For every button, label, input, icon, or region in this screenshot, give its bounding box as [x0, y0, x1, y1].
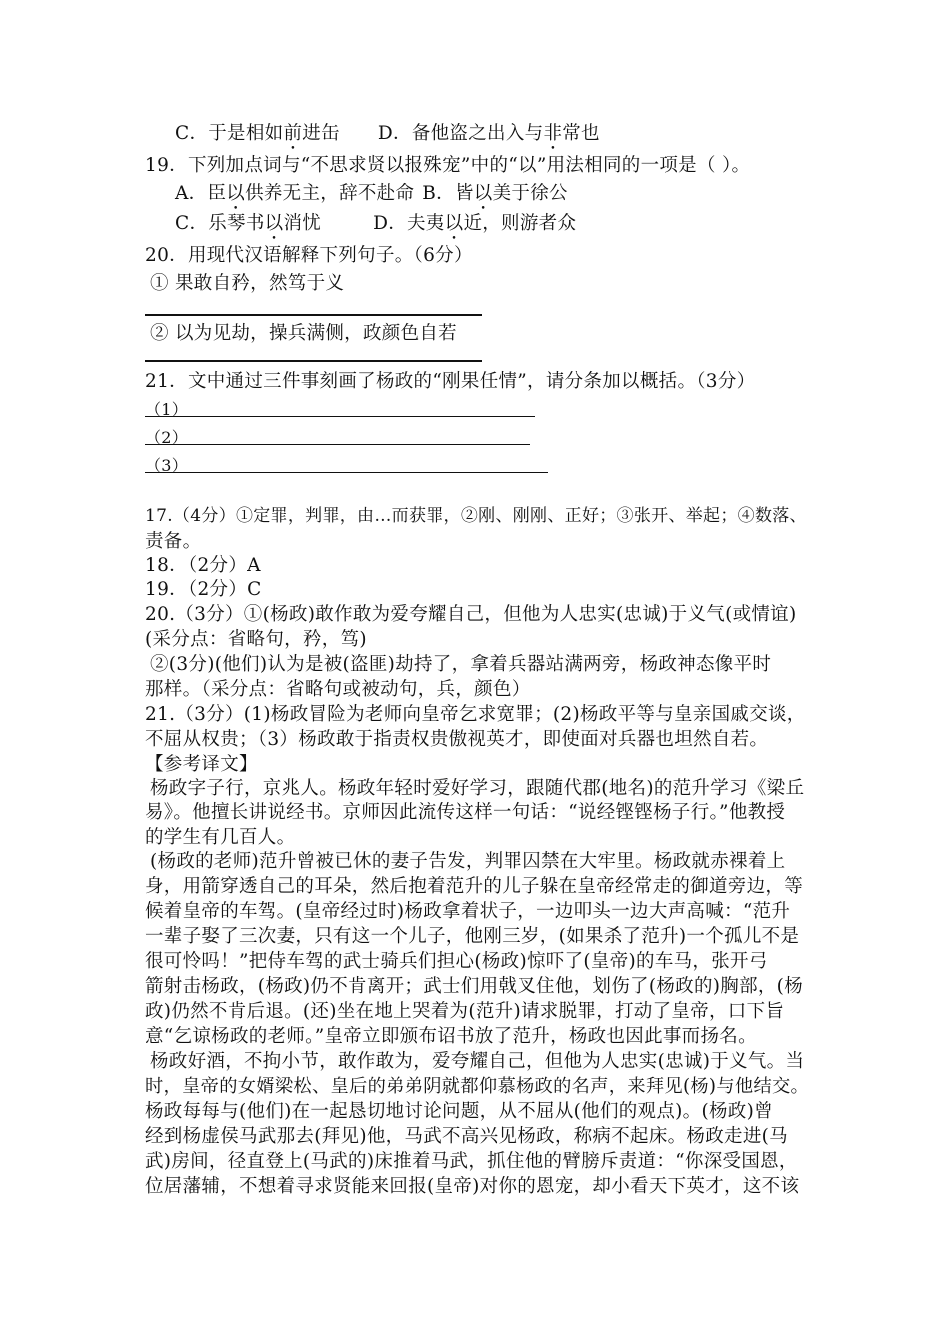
translation-line: 很可怜吗！”把侍车驾的武士骑兵们担心(杨政)惊吓了(皇帝)的车马，张开弓 — [145, 951, 768, 972]
answer-17-line-2: 责备。 — [145, 531, 202, 552]
q18-option-d: D．备他盗之出入与非常也 — [377, 123, 600, 144]
answer-20-line-4: 那样。（采分点：省略句或被动句，兵，颜色） — [145, 679, 531, 700]
q19-option-a: A．臣以供养无主，辞不赴命 — [175, 183, 415, 204]
q19-option-d: D．夫夷以近，则游者众 — [373, 213, 577, 234]
translation-line: 杨政好酒，不拘小节，敢作敢为，爱夸耀自己，但他为人忠实(忠诚)于义气。当 — [150, 1051, 805, 1072]
answer-18: 18．（2分）A — [145, 555, 261, 576]
translation-line: 杨政每每与(他们)在一起恳切地讨论问题，从不屈从(他们的观点)。(杨政)曾 — [145, 1101, 773, 1122]
translation-line: 候着皇帝的车驾。(皇帝经过时)杨政拿着状子，一边叩头一边大声高喊：“范升 — [145, 901, 791, 922]
translation-line: (杨政的老师)范升曾被已休的妻子告发，判罪囚禁在大牢里。杨政就赤裸着上 — [150, 851, 786, 872]
translation-line: 易》。他擅长讲说经书。京师因此流传这样一句话：“说经铿铿杨子行。”他教授 — [145, 802, 786, 823]
translation-line: 一辈子娶了三次妻，只有这一个儿子，他刚三岁，(如果杀了范升)一个孤儿不是 — [145, 926, 800, 947]
answer-20-line-3: ②(3分)(他们)认为是被(盗匪)劫持了，拿着兵器站满两旁，杨政神态像平时 — [150, 654, 772, 675]
translation-line: 时，皇帝的女婿梁松、皇后的弟弟阴就都仰慕杨政的名声，来拜见(杨)与他结交。 — [145, 1076, 810, 1097]
q20-answer-line-1 — [145, 314, 482, 316]
answer-21-line-2: 不屈从权贵；（3）杨政敢于指责权贵傲视英才，即使面对兵器也坦然自若。 — [145, 729, 769, 750]
q20-sentence-1: ① 果敢自矜，然笃于义 — [150, 273, 345, 294]
q20-stem: 20．用现代汉语解释下列句子。（6分） — [145, 245, 473, 266]
translation-line: 身，用箭穿透自己的耳朵，然后抱着范升的儿子躲在皇帝经常走的御道旁边，等 — [145, 876, 804, 897]
translation-line: 位居藩辅，不想着寻求贤能来回报(皇帝)对你的恩宠，却小看天下英才，这不该 — [145, 1176, 800, 1197]
q21-blank-2-line — [145, 444, 530, 445]
q19-option-line-2 — [175, 212, 576, 244]
q19-option-c: C．乐琴书以消忧 — [175, 213, 322, 234]
q19-option-line-1 — [175, 182, 568, 214]
answer-19: 19．（2分）C — [145, 579, 262, 600]
answer-20-line-1: 20.（3分）①(杨政)敢作敢为爱夸耀自己，但他为人忠实(忠诚)于义气(或情谊) — [145, 604, 797, 625]
q21-blank-1-line — [145, 416, 535, 417]
q19-option-b: B．皆以美于徐公 — [422, 183, 568, 204]
q20-sentence-2: ② 以为见劫，操兵满侧，政颜色自若 — [150, 323, 457, 344]
translation-line: 的学生有几百人。 — [145, 827, 296, 848]
q21-blank-1-label: （1） — [145, 400, 189, 419]
translation-line: 杨政字子行，京兆人。杨政年轻时爱好学习，跟随代郡(地名)的范升学习《梁丘 — [150, 778, 805, 799]
reference-translation-title: 【参考译文】 — [145, 754, 258, 775]
q18-option-c: C．于是相如前进缶 — [175, 123, 340, 144]
translation-line: 经到杨虚侯马武那去(拜见)他，马武不高兴见杨政，称病不起床。杨政走进(马 — [145, 1126, 788, 1147]
q21-blank-3-line — [145, 472, 548, 473]
q20-answer-line-2 — [145, 360, 482, 362]
answer-21-line-1: 21.（3分）(1)杨政冒险为老师向皇帝乞求宽罪；(2)杨政平等与皇亲国戚交谈， — [145, 704, 806, 725]
translation-line: 政)仍然不肯后退。(还)坐在地上哭着为(范升)请求脱罪，打动了皇帝，口下旨 — [145, 1001, 785, 1022]
q21-stem: 21．文中通过三件事刻画了杨政的“刚果任情”，请分条加以概括。（3分） — [145, 371, 756, 392]
q21-blank-2-label: （2） — [145, 428, 189, 447]
q18-option-line — [175, 122, 600, 154]
answer-17-line-1: 17.（4分）①定罪，判罪，由…而获罪，②刚、刚刚、正好；③张开、举起；④数落、 — [145, 506, 807, 526]
translation-line: 意“乞谅杨政的老师。”皇帝立即颁布诏书放了范升，杨政也因此事而扬名。 — [145, 1026, 757, 1047]
q21-blank-3-label: （3） — [145, 456, 189, 475]
translation-line: 箭射击杨政，(杨政)仍不肯离开；武士们用戟叉住他，划伤了(杨政的)胸部，(杨 — [145, 976, 803, 997]
translation-line: 武)房间，径直登上(马武的)床推着马武，抓住他的臂膀斥责道：“你深受国恩， — [145, 1151, 798, 1172]
q19-stem: 19．下列加点词与“不思求贤以报殊宠”中的“以”用法相同的一项是（ ）。 — [145, 155, 751, 176]
answer-20-line-2: (采分点：省略句，矜，笃) — [145, 629, 367, 650]
